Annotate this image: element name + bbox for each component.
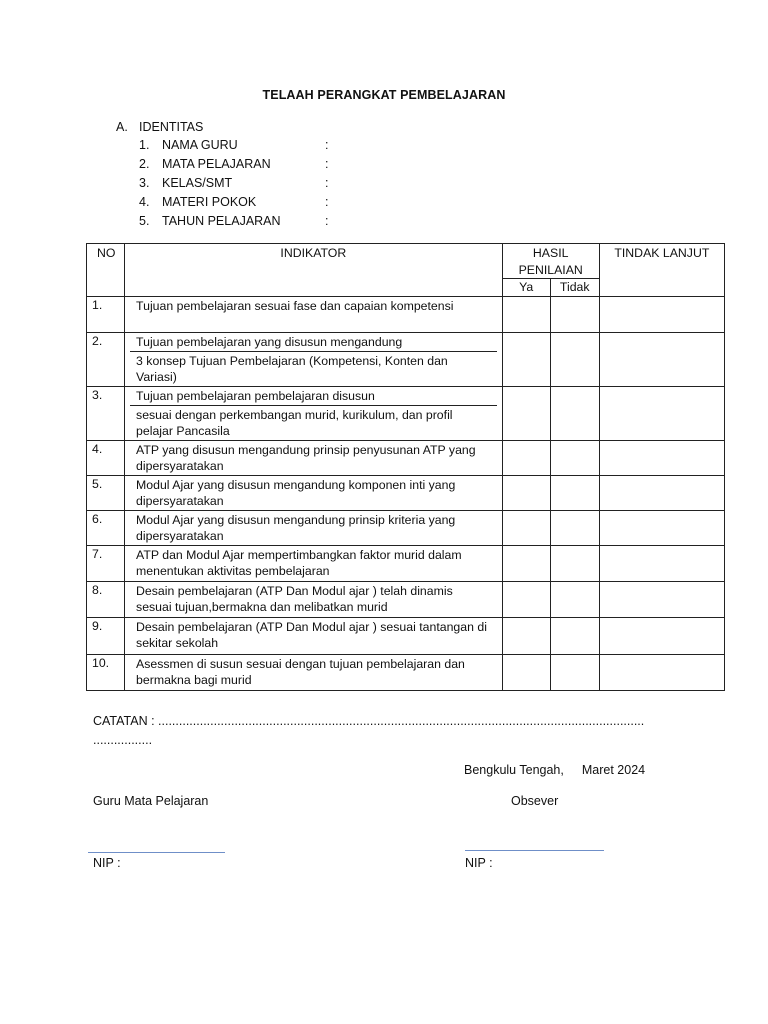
row-number: 9. [87, 617, 125, 654]
cell-ya [502, 581, 550, 617]
item-label: MATERI POKOK [162, 195, 257, 209]
row-number: 3. [87, 386, 125, 440]
cell-ya [502, 617, 550, 654]
indicator-text: Tujuan pembelajaran sesuai fase dan capaian kompetensi [136, 298, 454, 313]
cell-tindak-lanjut [599, 440, 724, 475]
item-label: MATA PELAJARAN [162, 157, 271, 171]
row-indicator [125, 545, 503, 581]
item-colon: : [325, 214, 329, 228]
nip-label-left: NIP : [93, 856, 121, 870]
item-number: 3. [139, 176, 150, 190]
cell-ya [502, 296, 550, 332]
cell-tindak-lanjut [599, 510, 724, 545]
row-number: 6. [87, 510, 125, 545]
row-indicator [125, 440, 503, 475]
cell-tidak [550, 296, 599, 332]
indicator-text: Tujuan pembelajaran yang disusun mengandung [130, 333, 497, 352]
item-colon: : [325, 138, 329, 152]
item-label: KELAS/SMT [162, 176, 233, 190]
indicator-text: sesuai dengan perkembangan murid, kurikulum, dan profil pelajar Pancasila [136, 407, 453, 438]
cell-ya [502, 545, 550, 581]
cell-tidak [550, 332, 599, 386]
date-text: Maret 2024 [581, 763, 646, 777]
header-ya: Ya [502, 279, 550, 297]
table-row [87, 545, 725, 581]
row-indicator [125, 332, 503, 386]
item-colon: : [325, 195, 329, 209]
identitas-section [116, 120, 329, 233]
item-label: TAHUN PELAJARAN [162, 214, 281, 228]
row-number: 7. [87, 545, 125, 581]
signature-line-right [465, 850, 604, 851]
header-hasil-penilaian: HASIL PENILAIAN [502, 244, 599, 279]
cell-tindak-lanjut [599, 617, 724, 654]
cell-ya [502, 654, 550, 690]
cell-ya [502, 475, 550, 510]
section-letter: A. [116, 120, 128, 134]
cell-ya [502, 332, 550, 386]
nip-label-right: NIP : [465, 856, 493, 870]
cell-tindak-lanjut [599, 654, 724, 690]
indicator-text: Tujuan pembelajaran pembelajaran disusun [130, 387, 497, 406]
cell-tidak [550, 617, 599, 654]
identitas-item-mata-pelajaran [116, 157, 329, 176]
identitas-item-nama-guru [116, 138, 329, 157]
indicator-text: ATP yang disusun mengandung prinsip penyusunan ATP yang dipersyaratakan [136, 442, 476, 473]
item-number: 4. [139, 195, 150, 209]
header-tidak: Tidak [550, 279, 599, 297]
row-number: 10. [87, 654, 125, 690]
cell-tindak-lanjut [599, 545, 724, 581]
row-number: 8. [87, 581, 125, 617]
row-indicator [125, 654, 503, 690]
signature-label-guru: Guru Mata Pelajaran [93, 794, 209, 808]
cell-tidak [550, 581, 599, 617]
indicator-text: Modul Ajar yang disusun mengandung prinsip kriteria yang dipersyaratakan [136, 512, 456, 543]
row-number: 1. [87, 296, 125, 332]
row-indicator [125, 296, 503, 332]
signature-line-left [88, 852, 225, 853]
cell-tindak-lanjut [599, 296, 724, 332]
signature-label-observer: Obsever [511, 794, 559, 808]
cell-tidak [550, 386, 599, 440]
indicator-text: Modul Ajar yang disusun mengandung komponen inti yang dipersyaratakan [136, 477, 456, 508]
table-row [87, 617, 725, 654]
header-indikator: INDIKATOR [125, 244, 503, 297]
item-number: 2. [139, 157, 150, 171]
table-row [87, 386, 725, 440]
row-indicator [125, 617, 503, 654]
identitas-heading [116, 120, 281, 138]
row-indicator [125, 475, 503, 510]
section-heading-text: IDENTITAS [139, 120, 204, 134]
indicator-text: ATP dan Modul Ajar mempertimbangkan faktor murid dalam menentukan aktivitas pembelajaran [136, 547, 462, 578]
cell-tindak-lanjut [599, 332, 724, 386]
cell-tidak [550, 475, 599, 510]
cell-tidak [550, 654, 599, 690]
item-colon: : [325, 176, 329, 190]
identitas-item-materi-pokok [116, 195, 329, 214]
document-title: TELAAH PERANGKAT PEMBELAJARAN [262, 88, 506, 102]
row-indicator [125, 581, 503, 617]
table-row [87, 654, 725, 690]
indicator-text: Desain pembelajaran (ATP Dan Modul ajar ) telah dinamis sesuai tujuan,bermakna dan melibatkan murid [136, 583, 453, 614]
table-row [87, 581, 725, 617]
item-number: 1. [139, 138, 150, 152]
cell-ya [502, 510, 550, 545]
indicator-text: Asessmen di susun sesuai dengan tujuan pembelajaran dan bermakna bagi murid [136, 656, 465, 687]
cell-tindak-lanjut [599, 386, 724, 440]
item-label: NAMA GURU [162, 138, 238, 152]
cell-tidak [550, 545, 599, 581]
table-row [87, 332, 725, 386]
row-number: 4. [87, 440, 125, 475]
place-text: Bengkulu Tengah, [464, 763, 564, 777]
cell-tindak-lanjut [599, 581, 724, 617]
cell-tidak [550, 440, 599, 475]
table-row [87, 475, 725, 510]
cell-ya [502, 386, 550, 440]
cell-tidak [550, 510, 599, 545]
header-tindak-lanjut: TINDAK LANJUT [599, 244, 724, 297]
cell-tindak-lanjut [599, 475, 724, 510]
place-date [464, 763, 645, 777]
catatan-field: CATATAN : ............................................................................................................................................ ................. [93, 714, 645, 747]
table-row [87, 440, 725, 475]
table-row [87, 296, 725, 332]
identitas-item-tahun-pelajaran [116, 214, 329, 233]
cell-ya [502, 440, 550, 475]
item-number: 5. [139, 214, 150, 228]
table-row [87, 510, 725, 545]
indicator-text: 3 konsep Tujuan Pembelajaran (Kompetensi, Konten dan Variasi) [136, 353, 448, 384]
item-colon: : [325, 157, 329, 171]
assessment-table [86, 243, 725, 691]
row-number: 5. [87, 475, 125, 510]
indicator-text: Desain pembelajaran (ATP Dan Modul ajar ) sesuai tantangan di sekitar sekolah [136, 619, 487, 650]
identitas-item-kelas-smt [116, 176, 329, 195]
row-number: 2. [87, 332, 125, 386]
header-no: NO [87, 244, 125, 297]
row-indicator [125, 386, 503, 440]
row-indicator [125, 510, 503, 545]
